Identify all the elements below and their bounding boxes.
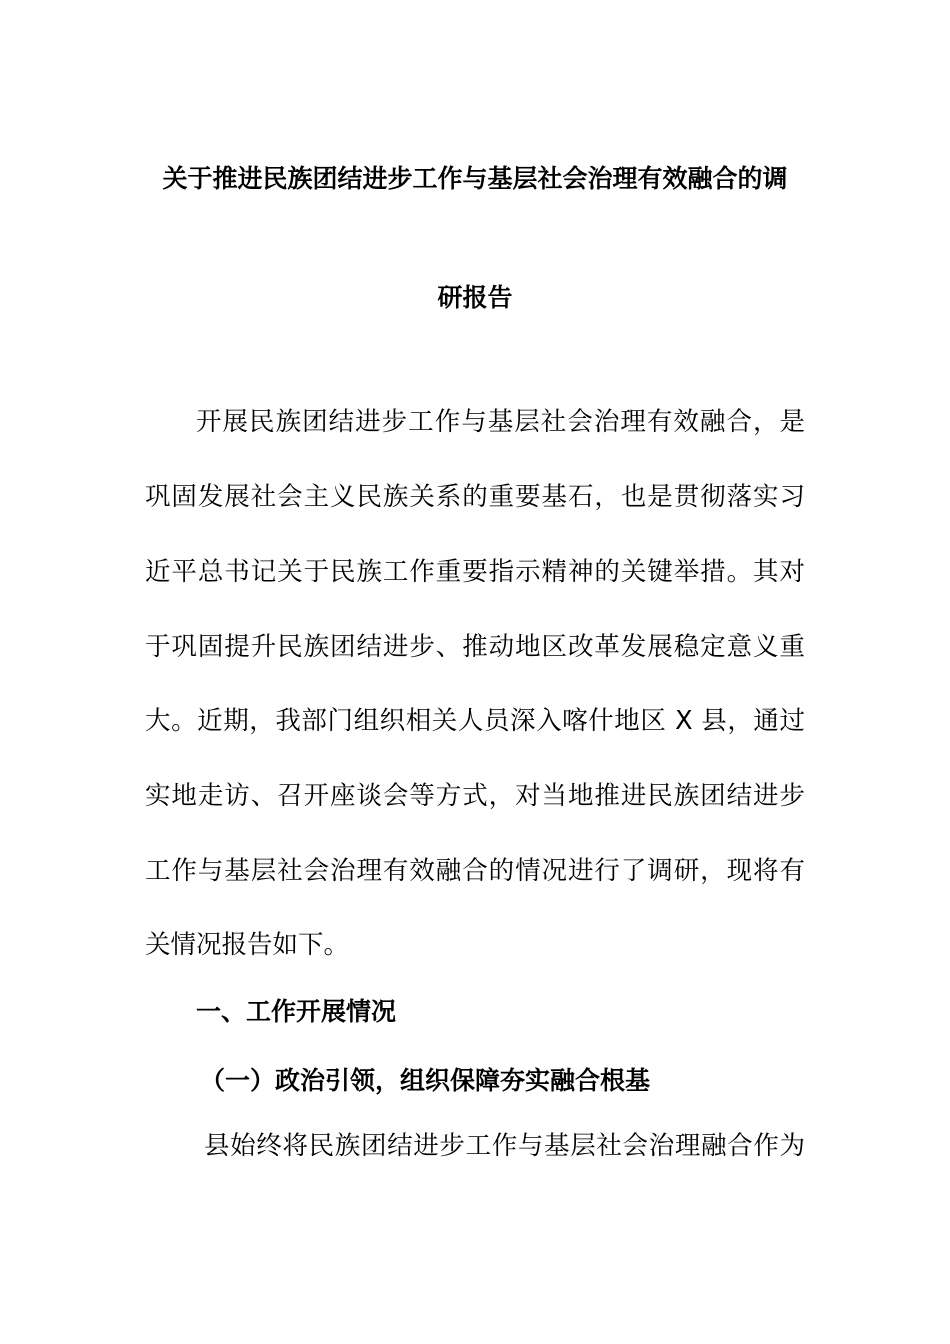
intro-paragraph-line: 关情况报告如下。: [145, 930, 350, 960]
document-title-line-1: 关于推进民族团结进步工作与基层社会治理有效融合的调: [162, 164, 788, 193]
intro-paragraph-line: 开展民族团结进步工作与基层社会治理有效融合，是: [196, 407, 805, 437]
intro-paragraph-line: 大。近期，我部门组织相关人员深入喀什地区 X 县，通过: [145, 706, 805, 736]
section-heading: 一、工作开展情况: [196, 997, 397, 1026]
intro-paragraph-line: 巩固发展社会主义民族关系的重要基石，也是贯彻落实习: [145, 482, 805, 512]
document-title-line-2: 研报告: [437, 283, 513, 312]
intro-paragraph-line: 于巩固提升民族团结进步、推动地区改革发展稳定意义重: [145, 632, 805, 662]
intro-paragraph-line: 实地走访、召开座谈会等方式，对当地推进民族团结进步: [145, 781, 805, 811]
intro-paragraph-line: 近平总书记关于民族工作重要指示精神的关键举措。其对: [145, 557, 805, 587]
body-paragraph-line: 县始终将民族团结进步工作与基层社会治理融合作为: [204, 1131, 805, 1161]
intro-paragraph-line: 工作与基层社会治理有效融合的情况进行了调研，现将有: [145, 856, 805, 886]
subsection-heading: （一）政治引领，组织保障夯实融合根基: [200, 1066, 651, 1095]
